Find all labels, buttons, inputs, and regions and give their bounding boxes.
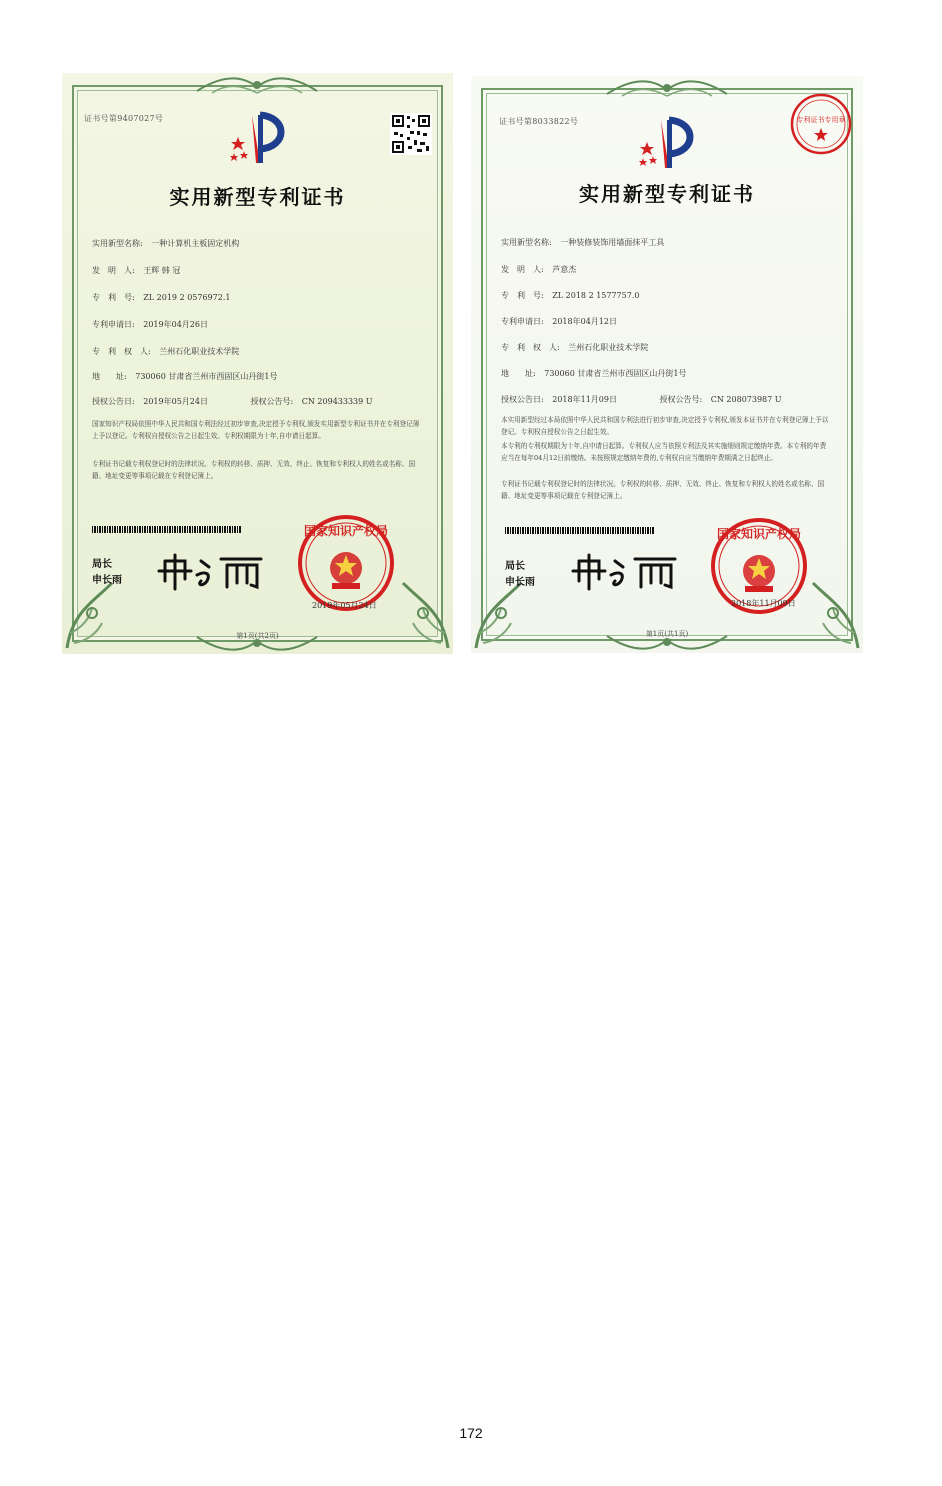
field-grant xyxy=(501,394,782,405)
field-label: 发 明 人: xyxy=(92,266,135,275)
field-value: ZL 2018 2 1577757.0 xyxy=(552,291,640,300)
patent-logo-icon xyxy=(230,107,292,169)
signature-icon xyxy=(571,551,681,591)
corner-ornament-icon xyxy=(398,573,453,653)
seal-text: 国家知识产权局 xyxy=(303,524,389,538)
field-application-date xyxy=(92,319,208,330)
field-label: 专 利 权 人: xyxy=(501,343,560,352)
field-patentee xyxy=(92,346,239,357)
field-application-date xyxy=(501,316,617,327)
field-label: 专利申请日: xyxy=(501,317,544,326)
certificate-page-label: 第1页(共1页) xyxy=(645,630,689,638)
field-value: 730060 甘肃省兰州市西固区山丹街1号 xyxy=(135,372,278,381)
director-name: 申长雨 xyxy=(92,575,122,586)
top-ornament-icon xyxy=(192,73,322,97)
grant-date: 2018年11月09日 xyxy=(552,395,617,404)
field-value: ZL 2019 2 0576972.1 xyxy=(143,293,231,302)
barcode-icon xyxy=(92,526,242,533)
barcode-icon xyxy=(505,527,655,534)
director-label: 局长 xyxy=(505,561,525,572)
field-label: 发 明 人: xyxy=(501,265,544,274)
grant-date-label: 授权公告日: xyxy=(501,395,544,404)
grant-number-label: 授权公告号: xyxy=(659,395,703,404)
field-value: 兰州石化职业技术学院 xyxy=(568,343,649,352)
field-value: 2018年04月12日 xyxy=(552,317,617,326)
patent-certificate-right xyxy=(471,76,863,653)
field-label: 实用新型名称: xyxy=(501,238,552,247)
certificate-title: 实用新型专利证书 xyxy=(579,182,755,206)
patent-certificate-left xyxy=(62,73,453,654)
certificate-paragraph: 专利证书记载专利权登记时的法律状况。专利权的转移、质押、无效、终止、恢复和专利权人的姓名或名称、国籍、地址变更等事项记载在专利登记簿上。 xyxy=(501,480,825,500)
director-label: 局长 xyxy=(92,559,112,570)
field-label: 专 利 号: xyxy=(92,293,135,302)
field-label: 地 址: xyxy=(501,369,536,378)
field-grant xyxy=(92,396,373,407)
seal-text: 国家知识产权局 xyxy=(716,527,802,541)
grant-number: CN 208073987 U xyxy=(710,395,782,404)
field-label: 地 址: xyxy=(92,372,127,381)
field-utility-name xyxy=(92,238,239,249)
certificate-paragraph: 本实用新型经过本局依照中华人民共和国专利法进行初步审查,决定授予专利权,颁发本证书并在专利登记簿上予以登记。专利权自授权公告之日起生效。 xyxy=(501,416,829,436)
patent-logo-icon xyxy=(639,112,701,174)
signature-icon xyxy=(157,551,267,591)
field-address xyxy=(501,368,686,379)
top-ornament-icon xyxy=(602,76,732,100)
director-name: 申长雨 xyxy=(505,577,535,588)
field-label: 专利申请日: xyxy=(92,320,135,329)
field-value: 芦意杰 xyxy=(552,265,577,274)
seal-date: 2018年11月09日 xyxy=(731,599,796,608)
certificate-paragraph: 国家知识产权局依照中华人民共和国专利法经过初步审查,决定授予专利权,颁发实用新型专利证书并在专利登记簿上予以登记。专利权自授权公告之日起生效。专利权期限为十年,自申请日起算。 xyxy=(92,420,420,440)
certificate-paragraph: 本专利的专利权期限为十年,自申请日起算。专利权人应当依照专利法及其实施细则规定缴纳年费。本专利的年费应当在每年04月12日前缴纳。未按照规定缴纳年费的,专利权自应当缴纳年费期满之日起终止。 xyxy=(501,442,827,462)
field-label: 专 利 权 人: xyxy=(92,347,151,356)
field-inventor xyxy=(501,264,576,275)
official-seal-icon xyxy=(296,513,396,613)
certificate-number: 证书号第9407027号 xyxy=(84,114,164,123)
field-utility-name xyxy=(501,237,664,248)
field-label: 专 利 号: xyxy=(501,291,544,300)
field-value: 一种装修装饰用墙面抹平工具 xyxy=(560,238,665,247)
grant-date: 2019年05月24日 xyxy=(143,397,208,406)
field-patent-number xyxy=(92,292,230,303)
qr-code-icon xyxy=(390,113,432,155)
grant-number-label: 授权公告号: xyxy=(250,397,294,406)
field-value: 王辉 韩 冠 xyxy=(143,266,181,275)
certificate-paragraph: 专利证书记载专利权登记时的法律状况。专利权的转移、质押、无效、终止、恢复和专利权人的姓名或名称、国籍、地址变更等事项记载在专利登记簿上。 xyxy=(92,460,416,480)
seal-date: 2019年05月24日 xyxy=(312,601,377,610)
page-number: 172 xyxy=(459,1425,483,1441)
certificate-number: 证书号第8033822号 xyxy=(499,117,579,126)
patent-stamp-icon xyxy=(789,92,853,156)
field-address xyxy=(92,371,277,382)
field-value: 一种计算机主板固定机构 xyxy=(151,239,240,248)
field-label: 实用新型名称: xyxy=(92,239,143,248)
field-value: 730060 甘肃省兰州市西固区山丹街1号 xyxy=(544,369,687,378)
field-value: 兰州石化职业技术学院 xyxy=(159,347,240,356)
certificate-page-label: 第1页(共2页) xyxy=(236,632,279,640)
field-value: 2019年04月26日 xyxy=(143,320,208,329)
field-patentee xyxy=(501,342,648,353)
grant-date-label: 授权公告日: xyxy=(92,397,135,406)
field-inventor xyxy=(92,265,180,276)
corner-ornament-icon xyxy=(808,573,863,653)
grant-number: CN 209433339 U xyxy=(301,397,373,406)
stamp-text: 专利证书专用章 xyxy=(796,116,846,124)
certificate-title: 实用新型专利证书 xyxy=(169,185,346,209)
field-patent-number xyxy=(501,290,639,301)
